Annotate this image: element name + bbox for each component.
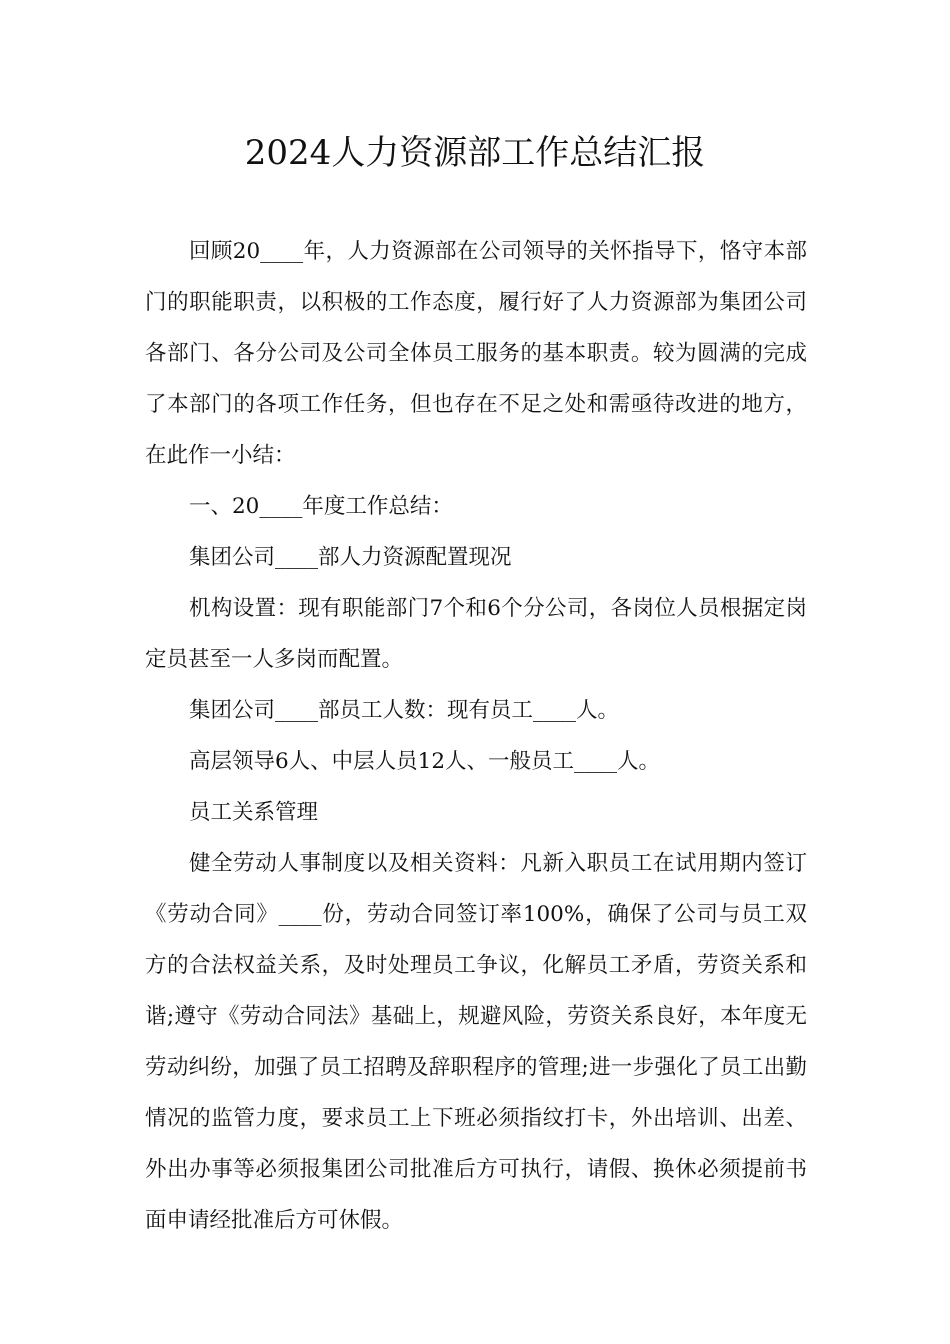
document-title: 2024人力资源部工作总结汇报 — [244, 133, 706, 173]
section-heading-annual-summary: 一、20____年度工作总结： — [189, 494, 453, 519]
paragraph-labor-system: 健全劳动人事制度以及相关资料：凡新入职员工在试用期内签订《劳动合同》____份，劳动合同签订率100%，确保了公司与员工双方的合法权益关系，及时处理员工争议，化解员工矛盾，劳资关系和谐;遵守《劳动合同法》基础上，规避风险，劳资关系良好，本年度无劳动纠纷，加强了员工招聘及辞职程序的管理;进一步强化了员工出勤情况的监管力度，要求员工上下班必须指纹打卡，外出培训、出差、外出办事等必须报集团公司批准后方可执行，请假、换休必须提前书面申请经批准后方可休假。 — [145, 851, 807, 1233]
subheading-hr-allocation: 集团公司____部人力资源配置现况 — [189, 545, 512, 570]
paragraph-intro: 回顾20____年，人力资源部在公司领导的关怀指导下，恪守本部门的职能职责，以积极的工作态度，履行好了人力资源部为集团公司各部门、各分公司及公司全体员工服务的基本职责。较为圆满的完成了本部门的各项工作任务，但也存在不足之处和需亟待改进的地方，在此作一小结： — [145, 239, 807, 468]
paragraph-headcount: 集团公司____部员工人数：现有员工____人。 — [189, 698, 620, 723]
document-body — [145, 226, 807, 1246]
paragraph-org-structure: 机构设置：现有职能部门7个和6个分公司，各岗位人员根据定岗定员甚至一人多岗而配置。 — [145, 596, 807, 672]
paragraph-staff-levels: 高层领导6人、中层人员12人、一般员工____人。 — [189, 749, 661, 774]
subheading-employee-relations: 员工关系管理 — [189, 800, 319, 825]
